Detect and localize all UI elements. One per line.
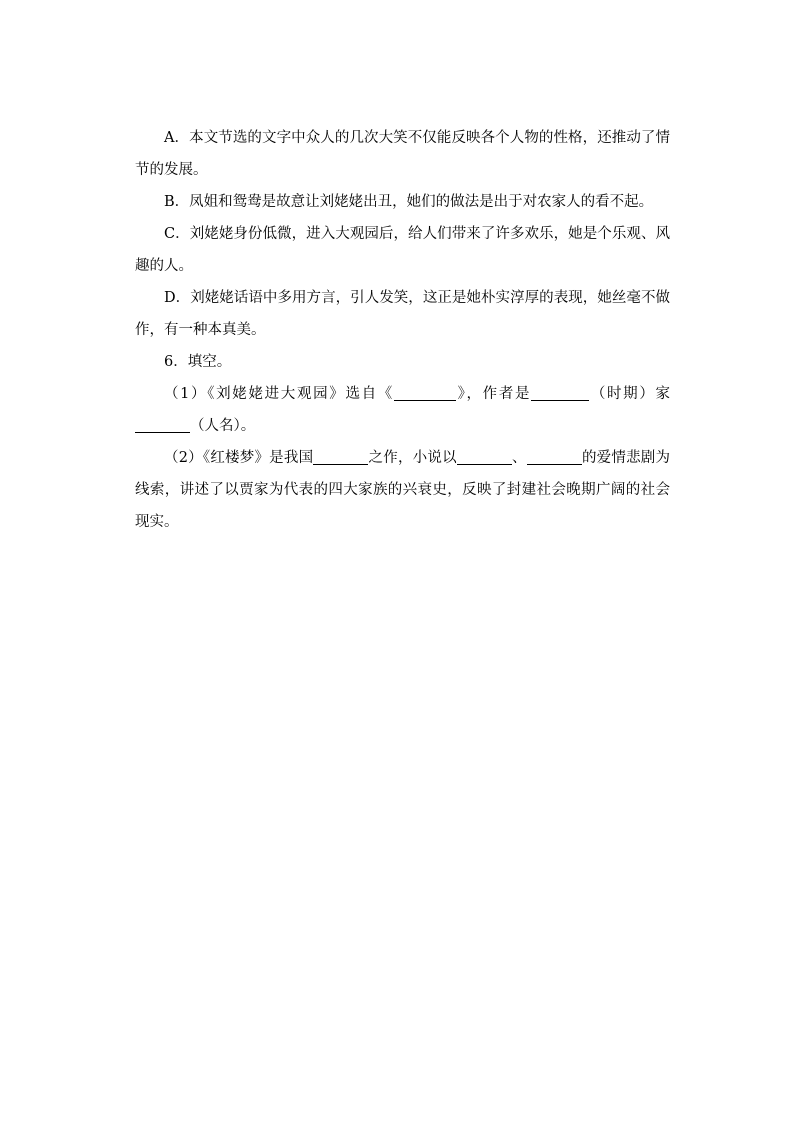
q6-1-text-c: （时期）家 <box>589 386 670 402</box>
blank-genre <box>313 446 368 465</box>
option-a: A．本文节选的文字中众人的几次大笑不仅能反映各个人物的性格，还推动了情节的发展。 <box>135 130 670 178</box>
blank-source-book <box>394 382 456 401</box>
blank-period <box>531 382 589 401</box>
blank-character-2 <box>527 446 582 465</box>
q6-2-text-a: （2）《红楼梦》是我国 <box>164 450 314 466</box>
question-6-item-1 <box>135 378 670 442</box>
question-6-item-2 <box>135 442 670 538</box>
option-c: C．刘姥姥身份低微，进入大观园后，给人们带来了许多欢乐，她是个乐观、风趣的人。 <box>135 226 670 274</box>
option-d: D．刘姥姥话语中多用方言，引人发笑，这正是她朴实淳厚的表现，她丝毫不做作，有一种本真美。 <box>135 290 670 338</box>
blank-character-1 <box>457 446 512 465</box>
document-body <box>135 122 670 538</box>
option-b: B．凤姐和鸳鸯是故意让刘姥姥出丑，她们的做法是出于对农家人的看不起。 <box>164 194 654 210</box>
q6-1-text-b: 》，作者是 <box>455 386 532 402</box>
blank-author-name <box>135 414 190 433</box>
q6-1-text-a: （1）《刘姥姥进大观园》选自《 <box>164 386 394 402</box>
question-6-title: 6．填空。 <box>164 354 232 370</box>
q6-1-text-d: （人名）。 <box>190 418 256 434</box>
q6-2-text-c: 、 <box>511 450 527 466</box>
q6-2-text-b: 之作，小说以 <box>368 450 457 466</box>
q6-2-text-d: 的爱情悲剧为线索，讲述了以贾家为代表的四大家族的兴衰史，反映了封建社会晚期广阔的社会现实。 <box>135 450 671 530</box>
